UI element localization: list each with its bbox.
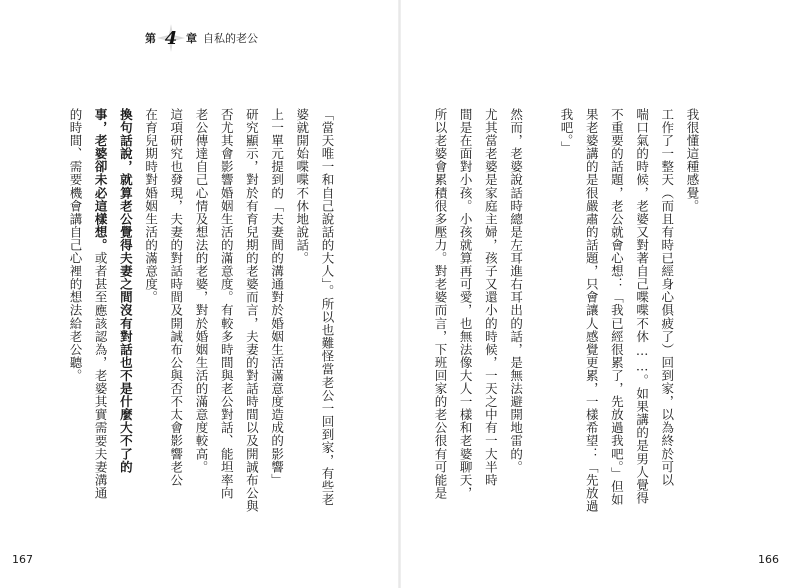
bold-segment: 事，老婆卻未必這樣想。 (93, 108, 109, 252)
text-line: 喘口氣的時候，老婆又對著自己喋喋不休……。如果講的是男人覺得 (634, 108, 650, 505)
chapter-number: 4 (164, 28, 178, 49)
star-burst-icon (156, 23, 186, 53)
page-number-right: 166 (758, 553, 779, 566)
mixed-text-line (88, 108, 113, 518)
text-line: 尤其當老婆是家庭主婦，孩子又還小的時候，一天之中有一大半時 (483, 108, 499, 487)
text-line: 婆就開始喋喋不休地說話。 (294, 108, 310, 265)
text-line: 然而，老婆說話時總是左耳進右耳出的話，是無法避開地雷的。 (508, 108, 524, 474)
text-line: 我吧。」 (558, 108, 574, 154)
text-line: 的時間、需要機會講自己心裡的想法給老公聽。 (67, 108, 83, 383)
page-number-left: 167 (12, 553, 33, 566)
text-line: 間是在面對小孩。小孩就算再可愛，也無法像大人一樣和老婆聊天， (458, 108, 474, 500)
page-gutter (398, 0, 401, 588)
chapter-suffix: 章 (186, 32, 197, 45)
text-line: 不重要的話題，老公就會心想：「我已經很累了，先放過我吧。」但如 (609, 108, 625, 507)
text-line: 工作了一整天（而且有時已經身心俱疲了）回到家，以為終於可以 (659, 108, 675, 487)
text-line: 在育兒期時對婚姻生活的滿意度。 (143, 108, 159, 304)
right-page-text (415, 108, 705, 518)
chapter-prefix: 第 (145, 32, 156, 45)
left-page-text (58, 108, 340, 518)
text-line: 「當天唯一和自己說話的大人」。所以也難怪當老公一回到家，有些老 (320, 108, 335, 507)
blank-line (529, 108, 554, 518)
text-line: 否尤其會影響婚姻生活的滿意度。有較多時間與老公對話、能坦率向 (219, 108, 235, 500)
chapter-title: 自私的老公 (203, 32, 258, 45)
text-segment: 或者甚至應該認為，老婆其實需要夫妻溝通 (93, 251, 109, 500)
text-line: 果老婆講的是很嚴肅的話題，只會讓人感覺更累，一樣希望：「先放過 (584, 108, 600, 513)
running-header (145, 26, 258, 50)
bold-text-line: 換句話說，就算老公覺得夫妻之間沒有對話也不是什麼大不了的 (118, 108, 134, 474)
text-line: 上一單元提到的「夫妻間的溝通對於婚姻生活滿意度造成的影響」 (269, 108, 285, 487)
text-line: 我很懂這種感覺。 (685, 108, 700, 213)
text-line: 研究顯示，對於有育兒期的老婆而言，夫妻的對話時間以及開誠布公與 (244, 108, 260, 513)
text-line: 這項研究也發現，夫妻的對話時間及開誠布公與否不太會影響老公 (168, 108, 184, 487)
text-line: 所以老婆會累積很多壓力。對老婆而言，下班回家的老公很有可能是 (432, 108, 448, 500)
text-line: 老公傳達自己心情及想法的老婆，對於婚姻生活的滿意度較高。 (193, 108, 209, 474)
